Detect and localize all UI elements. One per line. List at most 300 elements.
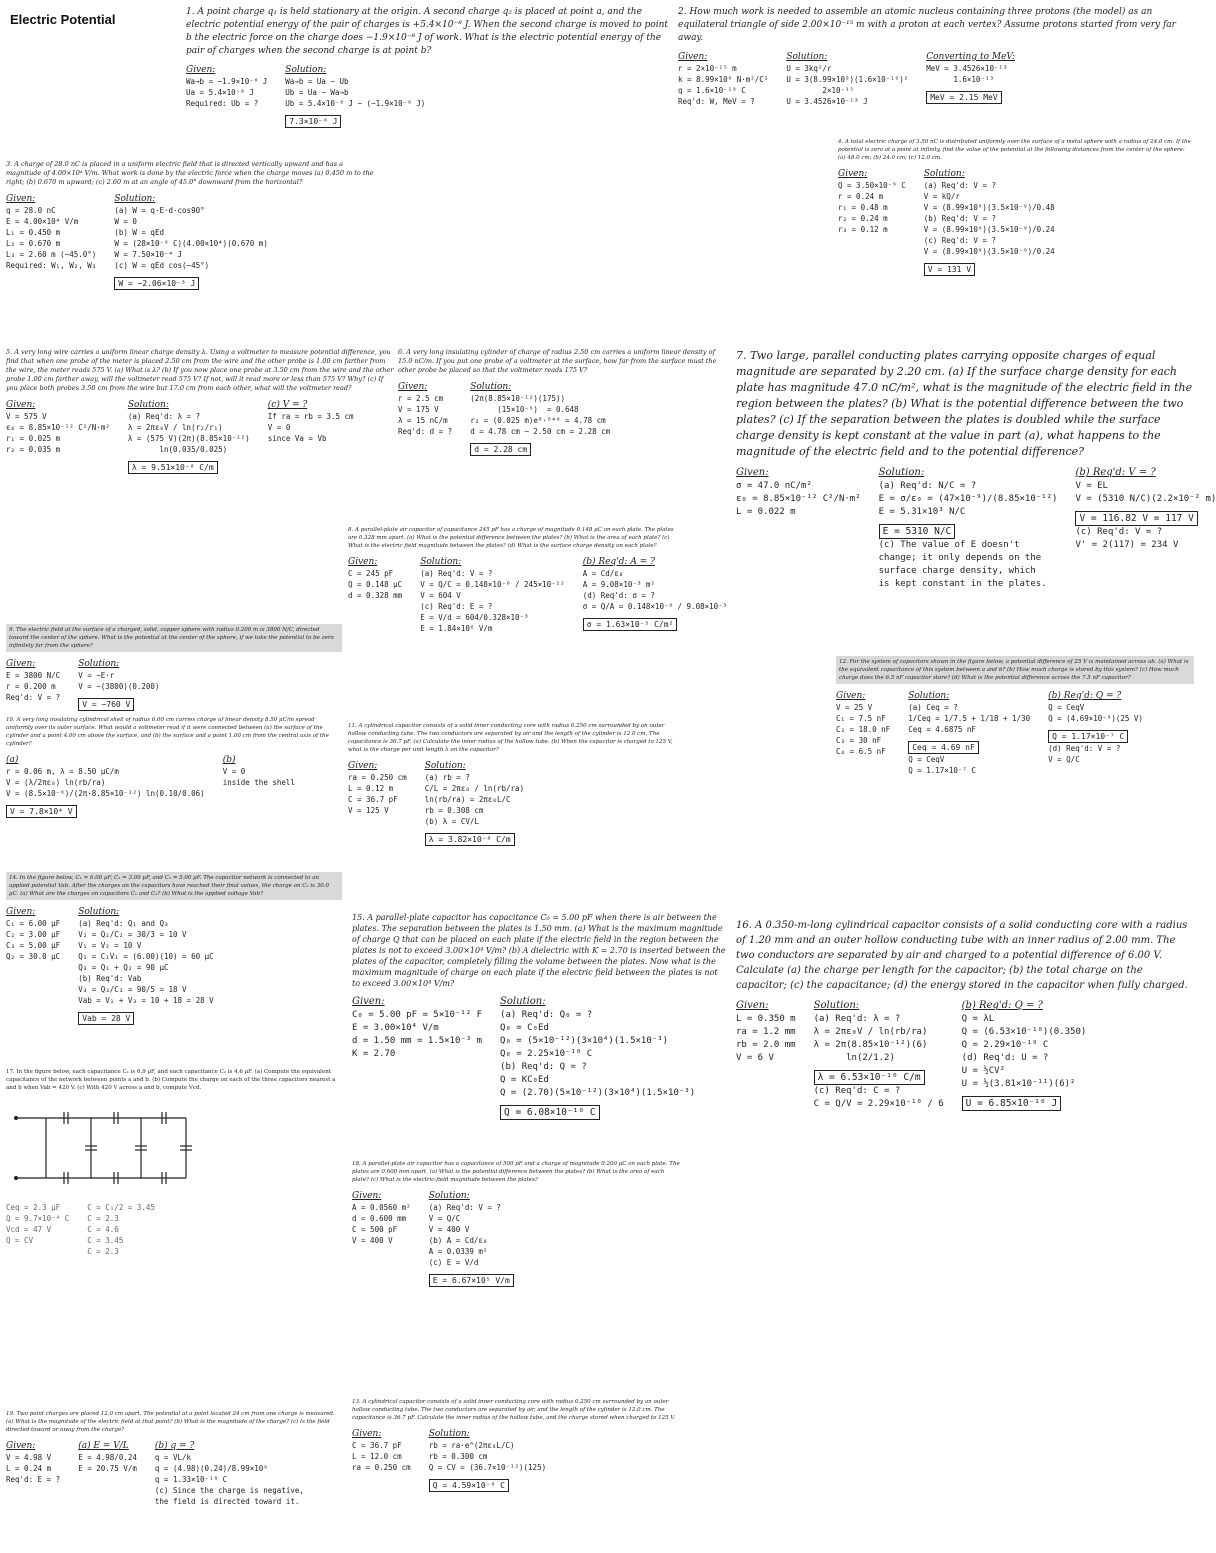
boxed-answer: V = −760 V bbox=[78, 698, 134, 711]
work-line: C₂ = 3.00 μF bbox=[6, 930, 61, 939]
column-heading: Given: bbox=[352, 1191, 382, 1201]
column-heading: Converting to MeV: bbox=[926, 52, 1016, 62]
work-line: V = (8.99×10⁹)(3.5×10⁻⁹)/0.24 bbox=[923, 225, 1055, 234]
work-line: (2π(8.85×10⁻¹²)(175)) bbox=[470, 394, 566, 403]
work-line: (c) Since the charge is negative, bbox=[154, 1486, 304, 1495]
work-line: V = 4.98 V bbox=[6, 1453, 52, 1462]
work-line: E = 3800 N/C bbox=[6, 671, 61, 680]
work-line: C = 3.45 bbox=[87, 1236, 124, 1245]
boxed-answer: U = 6.85×10⁻¹⁰ J bbox=[962, 1096, 1062, 1111]
solution-column bbox=[879, 466, 1058, 591]
work-line: Ceq = 4.6875 nF bbox=[908, 725, 976, 734]
work-line: Q = CeqV bbox=[908, 755, 945, 764]
work-line: A = Cd/ε₀ bbox=[582, 569, 624, 578]
work-line: ln(rb/ra) = 2πε₀L/C bbox=[424, 795, 511, 804]
problem-7 bbox=[736, 348, 1216, 650]
part-b-column bbox=[1075, 466, 1216, 591]
work-line: Ceq = 2.3 μF bbox=[6, 1203, 61, 1212]
work-line: r = 0.24 m bbox=[838, 192, 884, 201]
work-line: (c) The value of E doesn't bbox=[878, 540, 1020, 550]
circuit-diagram bbox=[6, 1098, 206, 1198]
capacitor-network-figure bbox=[6, 1098, 342, 1202]
problem-statement: 5. A very long wire carries a uniform linear charge density λ. Using a voltmeter to measure potential difference, you find that when one probe of the meter is placed 2.50 cm from the wire and the other probe is 1.00 cm farther from the wire, the meter reads 575 V. (a) What is λ? (b) If you now place one probe at 3.50 cm from the wire and the other probe 1.00 cm farther away, will the voltmeter read 575 V? If not, will it read more or less than 575 V? Why? (c) If you place both probes 3.50 cm from the wire but 17.0 cm from each other, what will the voltmeter read? bbox=[6, 348, 394, 392]
work-line: (c) Req'd: V = ? bbox=[1075, 527, 1163, 537]
given-column bbox=[6, 399, 110, 474]
work-line: inside the shell bbox=[222, 778, 295, 787]
column-heading: Solution: bbox=[500, 996, 546, 1007]
problem-statement: 4. A total electric charge of 3.50 nC is distributed uniformly over the surface of a metal sphere with a radius of 24.0 cm. If the potential is zero at a point at infinity, find the value of the potential at the following distances from the center of the sphere: (a) 48.0 cm; (b) 24.0 cm; (c) 12.0 cm. bbox=[838, 139, 1191, 161]
column-heading: Solution: bbox=[78, 659, 120, 669]
work-line: U = 3kq²/r bbox=[786, 64, 832, 73]
work-line: r = 2.5 cm bbox=[398, 394, 444, 403]
work-line: ln(0.035/0.025) bbox=[127, 445, 228, 454]
solution-column bbox=[128, 399, 250, 474]
work-line: ra = 1.2 mm bbox=[736, 1027, 796, 1037]
work-line: V = Q/C = 0.148×10⁻⁶ / 245×10⁻¹² bbox=[420, 580, 565, 589]
given-column bbox=[836, 690, 890, 776]
page-title: Electric Potential bbox=[10, 12, 116, 27]
work-line: Wa→b = −1.9×10⁻⁸ J bbox=[186, 77, 268, 86]
work-line: (c) W = qEd cos(−45°) bbox=[114, 261, 210, 270]
work-line: Q = (2.70)(5×10⁻¹²)(3×10⁴)(1.5×10⁻³) bbox=[500, 1088, 696, 1098]
column-heading: Solution: bbox=[923, 169, 965, 179]
problem-18 bbox=[352, 1160, 682, 1392]
work-line: (b) A = Cd/ε₀ bbox=[428, 1236, 488, 1245]
work-line: C₃ = 5.00 μF bbox=[6, 941, 61, 950]
work-line: V = Q/C bbox=[428, 1214, 461, 1223]
work-line: U = ½(3.81×10⁻¹¹)(6)² bbox=[961, 1079, 1076, 1089]
work-line: surface charge density, which bbox=[878, 566, 1036, 576]
work-line: ε₀ = 8.85×10⁻¹² C²/N·m² bbox=[6, 423, 110, 432]
work-line: V = (8.99×10⁹)(3.5×10⁻⁹)/0.48 bbox=[923, 203, 1055, 212]
problem-6 bbox=[398, 348, 730, 520]
work-line: Q = KC₀Ed bbox=[500, 1075, 549, 1085]
work-line: (15×10⁻⁹) = 0.648 bbox=[470, 405, 579, 414]
work-area bbox=[6, 1440, 342, 1507]
work-line: (d) Req'd: σ = ? bbox=[582, 591, 655, 600]
reduction-column bbox=[87, 1202, 155, 1257]
given-column bbox=[352, 1428, 411, 1492]
conversion-column bbox=[926, 51, 1015, 107]
work-line: ra = 0.250 cm bbox=[348, 773, 407, 782]
work-line: U = 3(8.99×10⁹)(1.6×10⁻¹⁹)² bbox=[786, 75, 909, 84]
work-line: since Va = Vb bbox=[267, 434, 327, 443]
work-line: Ua = 5.4×10⁻⁸ J bbox=[186, 88, 254, 97]
boxed-answer: Q = 1.17×10⁻⁷ C bbox=[1048, 730, 1128, 743]
work-line: V = 575 V bbox=[6, 412, 47, 421]
problem-statement: 14. In the figure below, C₁ = 6.00 μF, C₂ = 3.00 μF, and C₃ = 5.00 μF. The capacitor network is connected to an applied potential Vab. After the charges on the capacitors have reached their final values, the charge on C₂ is 30.0 μC. (a) What are the charges on capacitors C₁ and C₃? (b) What is the applied voltage Vab? bbox=[6, 872, 342, 900]
boxed-answer: Vab = 28 V bbox=[78, 1012, 134, 1025]
boxed-answer: V = 131 V bbox=[924, 263, 975, 276]
solution-column bbox=[114, 193, 268, 290]
work-line: W = (28×10⁻⁹ C)(4.00×10⁴)(0.670 m) bbox=[114, 239, 268, 248]
work-line: (a) Ceq = ? bbox=[908, 703, 958, 712]
work-line: Q = 9.7×10⁻⁴ C bbox=[6, 1214, 70, 1223]
solution-column bbox=[285, 64, 425, 128]
work-line: (c) Req'd: C = ? bbox=[813, 1086, 901, 1096]
work-line: C = Q/V = 2.29×10⁻¹⁰ / 6 bbox=[813, 1099, 944, 1109]
work-line: A = 0.0339 m² bbox=[428, 1247, 488, 1256]
column-heading: Solution: bbox=[813, 1000, 860, 1011]
part-a-column bbox=[6, 754, 205, 818]
column-heading: Given: bbox=[348, 557, 378, 567]
part-b-column bbox=[1048, 690, 1143, 776]
column-heading: (c) V = ? bbox=[267, 400, 308, 410]
work-line: Q = λL bbox=[961, 1014, 995, 1024]
problem-statement: 8. A parallel-plate air capacitor of capacitance 245 pF has a charge of magnitude 0.148 μC on each plate. The plates are 0.328 mm apart. (a) What is the potential difference between the plates? (b) What is the area of each plate? (c) What is the electric field magnitude between the plates? (d) What is the surface charge density on each plate? bbox=[348, 527, 674, 549]
work-line: r = 2×10⁻¹⁵ m bbox=[678, 64, 737, 73]
problem-statement: 16. A 0.350-m-long cylindrical capacitor consists of a solid conducting core with a radius of 1.20 mm and an outer hollow conducting tube with an inner radius of 2.00 mm. The two conductors are separated by air and charged to a potential difference of 6.00 V. Calculate (a) the charge per length for the capacitor; (b) the total charge on the capacitor; (c) the capacitance; (d) the energy stored in the capacitor when fully charged. bbox=[736, 920, 1188, 991]
work-line: q = VL/k bbox=[154, 1453, 192, 1462]
work-line: (a) Req'd: Q₀ = ? bbox=[500, 1010, 593, 1020]
work-line: C = 2.3 bbox=[87, 1247, 119, 1256]
column-heading: (b) Req'd: A = ? bbox=[582, 557, 655, 567]
work-line: V = 125 V bbox=[348, 806, 389, 815]
column-heading: Given: bbox=[348, 761, 378, 771]
work-line: (a) Req'd: V = ? bbox=[923, 181, 996, 190]
boxed-answer: V = 7.8×10⁴ V bbox=[6, 805, 77, 818]
problem-statement: 10. A very long insulating cylindrical shell of radius 6.00 cm carries charge of linear density 8.50 μC/m spread uniformly over its outer surface. What would a voltmeter read if it were connected between (a) the surface of the cylinder and a point 4.00 cm above the surface, and (b) the surface and a point 1.00 cm from the central axis of the cylinder? bbox=[6, 717, 329, 747]
work-line: Q = (6.53×10⁻¹⁰)(0.350) bbox=[961, 1027, 1087, 1037]
work-line: L₁ = 0.450 m bbox=[6, 228, 61, 237]
work-line: V = 0 bbox=[267, 423, 291, 432]
boxed-answer: Ceq = 4.69 nF bbox=[908, 741, 979, 754]
work-line: V = (5310 N/C)(2.2×10⁻² m) bbox=[1075, 494, 1216, 504]
work-line: L = 0.24 m bbox=[6, 1464, 52, 1473]
work-line: (a) Req'd: λ = ? bbox=[813, 1014, 901, 1024]
work-line: r₂ = (0.025 m)e⁰·⁶⁴⁸ = 4.78 cm bbox=[470, 416, 606, 425]
work-line: V = 400 V bbox=[352, 1236, 393, 1245]
column-heading: Solution: bbox=[878, 467, 925, 478]
work-area bbox=[6, 193, 376, 290]
work-line: Req'd: E = ? bbox=[6, 1475, 61, 1484]
solution-column bbox=[78, 906, 213, 1025]
problem-statement: 1. A point charge q₁ is held stationary at the origin. A second charge q₂ is placed at point a, and the electric potential energy of the pair of charges is +5.4×10⁻⁸ J. When the second charge is moved to point b the electric force on the charge does −1.9×10⁻⁸ J of work. What is the electric potential energy of the pair of charges when the second charge is at point b? bbox=[186, 7, 668, 56]
given-column bbox=[6, 1440, 60, 1507]
work-line: 1.6×10⁻¹³ bbox=[926, 75, 994, 84]
work-line: E = σ/ε₀ = (47×10⁻⁹)/(8.85×10⁻¹²) bbox=[878, 494, 1058, 504]
column-heading: (b) Req'd: V = ? bbox=[1075, 467, 1156, 478]
column-heading: Given: bbox=[678, 52, 708, 62]
work-line: C₃ = 30 nF bbox=[836, 736, 882, 745]
work-area bbox=[348, 760, 678, 846]
work-line: λ = 15 nC/m bbox=[398, 416, 448, 425]
work-line: r = 0.06 m, λ = 8.50 μC/m bbox=[6, 767, 119, 776]
work-area bbox=[352, 995, 728, 1120]
problem-statement: 17. In the figure below, each capacitance C₁ is 6.9 μF, and each capacitance C₂ is 4.6 μF. (a) Compute the equivalent capacitance of the network between points a and b. (b) Compute the charge on each of the three capacitors nearest a and b when Vab = 420 V. (c) With 420 V across a and b, compute Vcd. bbox=[6, 1069, 336, 1091]
work-line: L = 0.022 m bbox=[736, 507, 796, 517]
problem-statement: 12. For the system of capacitors shown in the figure below, a potential difference of 25 V is maintained across ab. (a) What is the equivalent capacitance of this system between a and b? (b) How much charge is stored by this system? (c) How much charge does the 6.5 nF capacitor store? (d) What is the potential difference across the 7.5 nF capacitor? bbox=[836, 656, 1194, 684]
work-line: Q = CV bbox=[6, 1236, 34, 1245]
solution-column bbox=[814, 999, 944, 1111]
problem-statement: 15. A parallel-plate capacitor has capacitance C₀ = 5.00 pF when there is air between the plates. The separation between the plates is 1.50 mm. (a) What is the maximum magnitude of charge Q that can be placed on each plate if the electric field in the region between the plates is not to exceed 3.00×10⁴ V/m? (b) A dielectric with K = 2.70 is inserted between the plates of the capacitor, completely filling the volume between the plates. Now what is the maximum magnitude of charge on each plate if the electric field between the plates is not to exceed 3.00×10⁴ V/m? bbox=[352, 913, 726, 988]
solution-column bbox=[908, 690, 1030, 776]
work-line: W = 7.50×10⁻⁴ J bbox=[114, 250, 183, 259]
column-heading: Given: bbox=[6, 659, 36, 669]
work-line: C = 36.7 pF bbox=[352, 1441, 402, 1450]
column-heading: Given: bbox=[6, 907, 36, 917]
solution-column bbox=[429, 1428, 546, 1492]
work-line: λ = (575 V)(2π)(8.85×10⁻¹²) bbox=[127, 434, 250, 443]
work-line: r₂ = 0.035 m bbox=[6, 445, 61, 454]
work-line: λ = 2πε₀V / ln(rb/ra) bbox=[813, 1027, 928, 1037]
work-line: Req'd: V = ? bbox=[6, 693, 61, 702]
column-heading: Solution: bbox=[114, 194, 156, 204]
work-line: E = 3.00×10⁴ V/m bbox=[352, 1023, 439, 1033]
column-heading: (a) bbox=[6, 755, 19, 765]
work-line: (d) Req'd: U = ? bbox=[961, 1053, 1049, 1063]
work-line: d = 0.600 mm bbox=[352, 1214, 407, 1223]
work-line: V' = 2(117) = 234 V bbox=[1075, 540, 1179, 550]
work-line: E = 1.84×10⁶ V/m bbox=[420, 624, 493, 633]
work-line: (c) Req'd: V = ? bbox=[923, 236, 996, 245]
work-line: the field is directed toward it. bbox=[154, 1497, 300, 1506]
problem-8 bbox=[348, 526, 728, 716]
column-heading: Given: bbox=[186, 65, 216, 75]
work-line: (d) Req'd: V = ? bbox=[1048, 744, 1121, 753]
work-line: is kept constant in the plates. bbox=[878, 579, 1047, 589]
given-column bbox=[348, 760, 407, 846]
boxed-answer: σ = 1.63×10⁻⁵ C/m² bbox=[583, 618, 678, 631]
work-line: Q = CeqV bbox=[1048, 703, 1085, 712]
work-line: L = 0.12 m bbox=[348, 784, 394, 793]
column-heading: Solution: bbox=[786, 52, 828, 62]
work-line: Q = 1.17×10⁻⁷ C bbox=[908, 766, 976, 775]
work-line: Q₀ = C₀Ed bbox=[500, 1023, 549, 1033]
work-line: (a) W = q·E·d·cos90° bbox=[114, 206, 205, 215]
given-column bbox=[6, 193, 96, 290]
solution-column bbox=[470, 381, 610, 456]
part-b-column bbox=[223, 754, 295, 818]
work-line: Q₁ = C₁V₁ = (6.00)(10) = 60 μC bbox=[78, 952, 214, 961]
column-heading: Solution: bbox=[420, 557, 462, 567]
work-line: U = ½CV² bbox=[961, 1066, 1006, 1076]
work-line: λ = 2π(8.85×10⁻¹²)(6) bbox=[813, 1040, 928, 1050]
work-line: E = V/d = 604/0.328×10⁻³ bbox=[420, 613, 529, 622]
problem-statement: 19. Two point charges are placed 12.0 cm apart. The potential at a point located 24 cm from one charge is measured. (a) What is the magnitude of the electric field at that point? (b) What is the magnitude of the charge? (c) Is the field directed toward or away from the charge? bbox=[6, 1411, 335, 1433]
problem-10 bbox=[6, 716, 342, 866]
side-notes-column bbox=[6, 1202, 69, 1257]
work-line: C₂ = 18.0 nF bbox=[836, 725, 891, 734]
work-area bbox=[678, 51, 1193, 107]
work-line: r₁ = 0.48 m bbox=[838, 203, 888, 212]
work-line: If ra = rb = 3.5 cm bbox=[267, 412, 354, 421]
work-line: (c) Req'd: E = ? bbox=[420, 602, 493, 611]
boxed-answer: E = 6.67×10⁵ V/m bbox=[429, 1274, 514, 1287]
given-column bbox=[348, 556, 402, 634]
work-line: V = Q/C bbox=[1048, 755, 1080, 764]
work-line: V = 25 V bbox=[836, 703, 873, 712]
work-line: σ = Q/A = 0.148×10⁻⁶ / 9.08×10⁻³ bbox=[582, 602, 728, 611]
work-line: C = 4.6 bbox=[87, 1225, 119, 1234]
column-heading: Solution: bbox=[428, 1191, 470, 1201]
work-line: E = 4.00×10⁴ V/m bbox=[6, 217, 79, 226]
work-line: V = (8.99×10⁹)(3.5×10⁻⁹)/0.24 bbox=[923, 247, 1055, 256]
solution-column bbox=[500, 995, 695, 1120]
work-area bbox=[6, 1202, 342, 1257]
work-line: C = 36.7 pF bbox=[348, 795, 398, 804]
boxed-answer: λ = 3.82×10⁻⁸ C/m bbox=[425, 833, 515, 846]
work-line: Q = 2.29×10⁻¹⁰ C bbox=[961, 1040, 1049, 1050]
work-line: Q₂ = 30.0 μC bbox=[6, 952, 61, 961]
work-line: V = −E·r bbox=[78, 671, 115, 680]
work-line: (b) W = qEd bbox=[114, 228, 164, 237]
problem-statement: 13. A cylindrical capacitor consists of a solid inner conducting core with radius 0.250 cm surrounded by an outer hollow conducting tube. The two conductors are separated by air, and the length of the cylinder is 12.0 cm. The capacitance is 36.7 pF. Calculate the inner radius of the hollow tube, and the charge stored when charged to 125 V. bbox=[352, 1399, 676, 1421]
solution-column bbox=[425, 760, 524, 846]
given-column bbox=[736, 999, 796, 1111]
problem-15 bbox=[352, 912, 728, 1154]
problem-12 bbox=[836, 656, 1194, 918]
column-heading: Given: bbox=[352, 1429, 382, 1439]
work-line: Req'd: d = ? bbox=[398, 427, 453, 436]
work-line: V = EL bbox=[1075, 481, 1108, 491]
boxed-answer: W = −2.06×10⁻³ J bbox=[114, 277, 199, 290]
work-line: d = 0.328 mm bbox=[348, 591, 403, 600]
part-a-column bbox=[78, 1440, 137, 1507]
problem-statement: 2. How much work is needed to assemble an atomic nucleus containing three protons (the model) as an equilateral triangle of side 2.00×10⁻¹⁵ m with a proton at each vertex? Assume protons started from very far away. bbox=[678, 7, 1176, 43]
work-line: V = 175 V bbox=[398, 405, 439, 414]
work-line: E = 5.31×10³ N/C bbox=[878, 507, 966, 517]
given-column bbox=[186, 64, 267, 128]
problem-2 bbox=[678, 6, 1193, 134]
work-line: Required: Ub = ? bbox=[186, 99, 259, 108]
column-heading: Given: bbox=[736, 1000, 769, 1011]
work-line: rb = 2.0 mm bbox=[736, 1040, 796, 1050]
part-b-column bbox=[583, 556, 728, 634]
column-heading: Solution: bbox=[78, 907, 120, 917]
work-line: A = 9.08×10⁻³ m² bbox=[582, 580, 655, 589]
given-column bbox=[6, 906, 60, 1025]
work-line: V = (8.5×10⁻⁶)/(2π·8.85×10⁻¹²) ln(0.10/0.06) bbox=[6, 789, 205, 798]
work-line: E = 4.98/0.24 bbox=[78, 1453, 137, 1462]
column-heading: (b) Req'd: Q = ? bbox=[961, 1000, 1043, 1011]
work-line: V = kQ/r bbox=[923, 192, 960, 201]
given-column bbox=[736, 466, 861, 591]
work-line: (a) Req'd: V = ? bbox=[428, 1203, 501, 1212]
boxed-answer: V = 116.82 V = 117 V bbox=[1075, 511, 1197, 526]
work-line: Q₀ = (5×10⁻¹²)(3×10⁴)(1.5×10⁻³) bbox=[500, 1036, 669, 1046]
work-area bbox=[398, 381, 730, 456]
problem-9 bbox=[6, 624, 342, 712]
boxed-answer: 7.3×10⁻⁸ J bbox=[285, 115, 341, 128]
work-line: L = 12.0 cm bbox=[352, 1452, 402, 1461]
column-heading: Solution: bbox=[127, 400, 169, 410]
column-heading: (b) bbox=[222, 755, 236, 765]
problem-16 bbox=[736, 918, 1196, 1196]
work-line: Q = (4.69×10⁻⁹)(25 V) bbox=[1048, 714, 1143, 723]
work-line: rb = 0.308 cm bbox=[424, 806, 484, 815]
column-heading: (a) E = V/L bbox=[78, 1441, 129, 1451]
work-line: k = 8.99×10⁹ N·m²/C² bbox=[678, 75, 769, 84]
work-line: V = (λ/2πε₀) ln(rb/ra) bbox=[6, 778, 106, 787]
boxed-answer: MeV = 2.15 MeV bbox=[926, 91, 1001, 104]
work-line: (a) Req'd: V = ? bbox=[420, 569, 493, 578]
work-line: d = 4.78 cm − 2.50 cm = 2.28 cm bbox=[470, 427, 611, 436]
column-heading: Solution: bbox=[428, 1429, 470, 1439]
problem-statement: 11. A cylindrical capacitor consists of a solid inner conducting core with radius 0.250 cm surrounded by an outer hollow conducting tube. The two conductors are separated by air and the length of the cylinder is 12.0 cm. The capacitance is 36.7 pF. (a) Calculate the inner radius of the hollow tube. (b) When the capacitor is charged to 125 V, what is the charge per unit length λ on the capacitor? bbox=[348, 723, 673, 753]
work-area bbox=[838, 168, 1194, 276]
work-line: C₄ = 6.5 nF bbox=[836, 747, 886, 756]
problem-5 bbox=[6, 348, 394, 620]
problem-statement: 6. A very long insulating cylinder of charge of radius 2.50 cm carries a uniform linear density of 15.0 nC/m. If you put one probe of a voltmeter at the surface, how far from the surface must the other probe be placed so that the voltmeter reads 175 V? bbox=[398, 348, 717, 374]
work-line: V = −(3800)(0.200) bbox=[78, 682, 160, 691]
work-line: V₃ = Q₃/C₃ = 90/5 = 18 V bbox=[78, 985, 187, 994]
work-line: U = 3.4526×10⁻¹³ J bbox=[786, 97, 868, 106]
work-line: V₂ = Q₂/C₂ = 30/3 = 10 V bbox=[78, 930, 187, 939]
boxed-answer: d = 2.28 cm bbox=[470, 443, 531, 456]
work-line: Ub = Ua − Wa→b bbox=[285, 88, 349, 97]
work-line: K = 2.70 bbox=[352, 1049, 396, 1059]
problem-4 bbox=[838, 138, 1194, 344]
given-column bbox=[678, 51, 768, 107]
work-line: C₀ = 5.00 pF = 5×10⁻¹² F bbox=[352, 1010, 483, 1020]
work-line: q = 1.6×10⁻¹⁹ C bbox=[678, 86, 746, 95]
work-area bbox=[736, 999, 1196, 1111]
work-line: (b) λ = CV/L bbox=[424, 817, 479, 826]
work-line: r₂ = 0.24 m bbox=[838, 214, 888, 223]
work-line: A = 0.0560 m² bbox=[352, 1203, 411, 1212]
column-heading: (b) Req'd: Q = ? bbox=[1048, 691, 1122, 701]
solution-column bbox=[78, 658, 159, 711]
work-line: Q₀ = 2.25×10⁻¹⁰ C bbox=[500, 1049, 593, 1059]
work-line: V₁ = V₂ = 10 V bbox=[78, 941, 142, 950]
work-line: (a) Req'd: Q₁ and Q₃ bbox=[78, 919, 169, 928]
problem-statement: 3. A charge of 28.0 nC is placed in a uniform electric field that is directed vertically upward and has a magnitude of 4.00×10⁴ V/m. What work is done by the electric force when the charge moves (a) 0.450 m to the right; (b) 0.670 m upward; (c) 2.60 m at an angle of 45.0° downward from the horizontal? bbox=[6, 160, 374, 186]
work-area bbox=[836, 690, 1194, 776]
column-heading: Given: bbox=[6, 194, 36, 204]
work-line: Vcd = 47 V bbox=[6, 1225, 52, 1234]
work-area bbox=[6, 754, 342, 818]
work-line: 1/Ceq = 1/7.5 + 1/18 + 1/30 bbox=[908, 714, 1031, 723]
work-area bbox=[348, 556, 728, 634]
work-line: MeV = 3.4526×10⁻¹³ bbox=[926, 64, 1008, 73]
work-line: (a) Req'd: λ = ? bbox=[127, 412, 201, 421]
work-line: r = 0.200 m bbox=[6, 682, 56, 691]
work-area bbox=[186, 64, 674, 128]
column-heading: Given: bbox=[736, 467, 769, 478]
work-line: V = 400 V bbox=[428, 1225, 470, 1234]
work-line: (b) Req'd: Q = ? bbox=[500, 1062, 587, 1072]
problem-3 bbox=[6, 160, 376, 342]
work-line: q = 1.33×10⁻¹⁰ C bbox=[154, 1475, 228, 1484]
column-heading: Solution: bbox=[470, 382, 512, 392]
column-heading: (b) q = ? bbox=[154, 1441, 195, 1451]
problem-17 bbox=[6, 1068, 342, 1404]
problem-14 bbox=[6, 872, 342, 1062]
column-heading: Given: bbox=[836, 691, 866, 701]
boxed-answer: Q = 4.59×10⁻⁹ C bbox=[429, 1479, 509, 1492]
problem-1 bbox=[186, 6, 674, 154]
work-line: V = 604 V bbox=[420, 591, 461, 600]
work-area bbox=[6, 399, 394, 474]
work-line: L = 0.350 m bbox=[736, 1014, 796, 1024]
work-line: L₃ = 2.60 m (−45.0°) bbox=[6, 250, 97, 259]
work-line: r₃ = 0.12 m bbox=[838, 225, 888, 234]
given-column bbox=[398, 381, 452, 456]
work-line: ra = 0.250 cm bbox=[352, 1463, 411, 1472]
solution-column bbox=[429, 1190, 514, 1287]
work-line: C = C₁/2 = 3.45 bbox=[87, 1203, 155, 1212]
given-column bbox=[6, 658, 60, 711]
solution-column bbox=[420, 556, 565, 634]
work-area bbox=[6, 658, 342, 711]
work-line: (b) Req'd: V = ? bbox=[923, 214, 996, 223]
work-line: Q = CV = (36.7×10⁻¹²)(125) bbox=[428, 1463, 547, 1472]
work-line: Required: W₁, W₂, W₃ bbox=[6, 261, 97, 270]
work-area bbox=[736, 466, 1216, 591]
work-area bbox=[352, 1190, 682, 1287]
work-line: V = 6 V bbox=[736, 1053, 774, 1063]
